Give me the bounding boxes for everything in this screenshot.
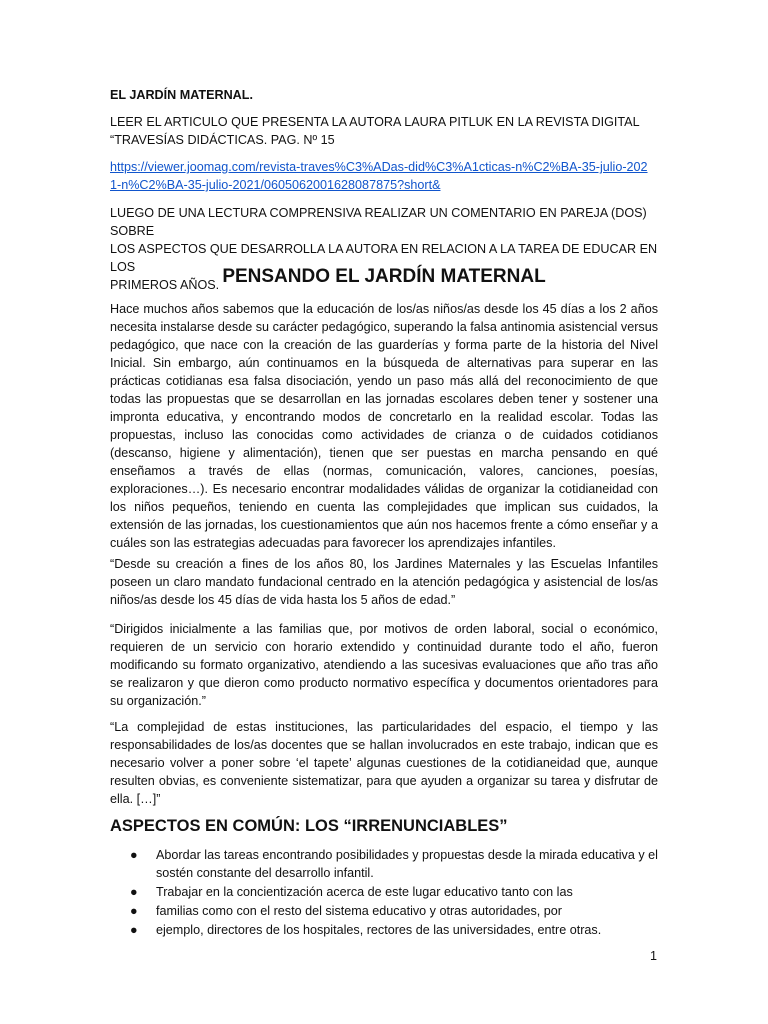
link-line[interactable]: https://viewer.joomag.com/revista-traves%C3%ADas-did%C3%A1cticas-n%C2%BA-35-julio-202 [110,160,648,174]
instruction-line: LEER EL ARTICULO QUE PRESENTA LA AUTORA LAURA PITLUK EN LA REVISTA DIGITAL [110,115,640,129]
page-number: 1 [650,949,658,963]
bullet-icon: ● [130,923,138,937]
article-link[interactable] [110,158,670,194]
irrenunciables-list [128,846,668,940]
section-heading: ASPECTOS EN COMÚN: LOS “IRRENUNCIABLES” [110,817,508,835]
paragraph-quote-complexity: “La complejidad de estas instituciones, las particularidades del espacio, el tiempo y las responsabilidades de los/as docentes que se hallan involucrados en este trabajo, indican que es necesario volver a poner sobre ‘el tapete’ algunas cuestiones de la cotidianeidad que, aunque resulten obvias, es conveniente sistematizar, para que ayuden a organizar su tarea y disfrutar de ella. […]” [110,720,658,806]
task-line: PRIMEROS AÑOS. [110,278,220,292]
task-line: LOS ASPECTOS QUE DESARROLLA LA AUTORA EN RELACION A LA TAREA DE EDUCAR EN LOS [110,242,658,274]
list-item-text: Abordar las tareas encontrando posibilidades y propuestas desde la mirada educativa y el sostén constante del desarrollo infantil. [156,848,658,880]
instruction-line: “TRAVESÍAS DIDÁCTICAS. PAG. Nº 15 [110,133,335,147]
article-title: PENSANDO EL JARDÍN MATERNAL [222,266,546,287]
list-item-text: Trabajar en la concientización acerca de este lugar educativo tanto con las [156,885,573,899]
paragraph-quote-creation: “Desde su creación a fines de los años 80, los Jardines Maternales y las Escuelas Infantiles poseen un claro mandato fundacional centrado en la atención pedagógica y asistencial de los/as niños/as desde los 45 días de vida hasta los 5 años de edad.” [110,557,658,607]
list-item [128,883,668,901]
list-item [128,846,668,882]
reading-instruction [110,113,658,149]
paragraph-intro: Hace muchos años sabemos que la educación de los/as niños/as desde los 45 días a los 2 años necesita instalarse desde su carácter pedagógico, superando la falsa antinomia asistencial versus pedagógico, que nace con la creación de las guarderías y forma parte de la historia del Nivel Inicial. Sin embargo, aún continuamos en la búsqueda de alternativas para superar en las prácticas cotidianas esa falsa disociación, yendo un paso más allá del reconocimiento de que todas las propuestas que se desarrollan en las jornadas escolares deben tener y sostener una impronta educativa, y encontrando modos de concretarlo en la realidad escolar. Todas las propuestas, incluso las conocidas como actividades de crianza o de cuidados cotidianos (descanso, higiene y alimentación), tienen que ser puestas en marcha pensando en qué enseñamos a través de ellas (normas, comunicación, valores, canciones, poesías, exploraciones…). Es necesario encontrar modalidades válidas de organizar la cotidianeidad con los niños pequeños, teniendo en cuenta las complejidades que implican sus cuidados, la extensión de las jornadas, los cuestionamientos que aún nos hacemos frente a cómo enseñar y a cuáles son las estrategias adecuadas para favorecer los aprendizajes infantiles. [110,302,658,550]
bullet-icon: ● [130,904,138,918]
task-line: LUEGO DE UNA LECTURA COMPRENSIVA REALIZAR UN COMENTARIO EN PAREJA (DOS) SOBRE [110,206,647,238]
document-title: EL JARDÍN MATERNAL. [110,88,253,102]
bullet-icon: ● [130,885,138,899]
list-item [128,902,668,920]
list-item-text: ejemplo, directores de los hospitales, rectores de las universidades, entre otras. [156,923,602,937]
list-item-text: familias como con el resto del sistema educativo y otras autoridades, por [156,904,562,918]
link-line[interactable]: 1-n%C2%BA-35-julio-2021/0605062001628087875?short& [110,178,441,192]
bullet-icon: ● [130,848,138,862]
paragraph-quote-families: “Dirigidos inicialmente a las familias que, por motivos de orden laboral, social o económico, requieren de un servicio con horario extendido y continuidad durante todo el año, fueron modificando su formato organizativo, atendiendo a las sucesivas evaluaciones que año tras año se realizaron y que dieron como producto normativo específica y documentos orientadores para su organización.” [110,622,658,708]
list-item [128,921,668,939]
